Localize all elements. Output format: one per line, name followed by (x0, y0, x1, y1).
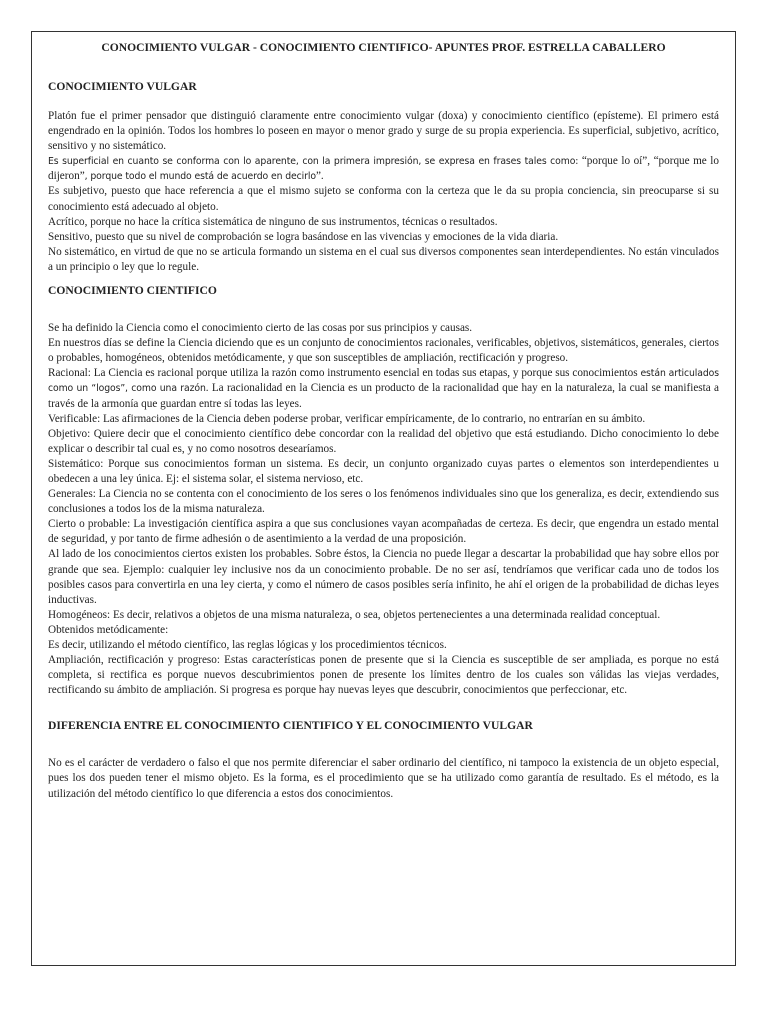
sans-text: , porque todo el mundo está de acuerdo en decirlo (84, 171, 316, 183)
section-heading-diferencia: DIFERENCIA ENTRE EL CONOCIMIENTO CIENTIFICO Y EL CONOCIMIENTO VULGAR (48, 719, 533, 733)
paragraph: Obtenidos metódicamente: (48, 623, 169, 636)
paragraph: Al lado de los conocimientos ciertos existen los probables. Sobre éstos, la Ciencia no puede llegar a descartar la probabilidad que hay sobre ellos por grande que sea. Ejemplo: cualquier ley inclusive nos da un conocimiento probable. De no ser así, tendríamos que verificar cada uno de todos los posibles casos para convertirla en una ley cierta, y como el número de casos posibles sería infinito, he ahí el origen de la probabilidad de dichas leyes inductivas. (48, 548, 719, 606)
paragraph: Platón fue el primer pensador que distinguió claramente entre conocimiento vulgar (doxa) y conocimiento científico (epísteme). El primero está engendrado en la opinión. Todos los hombres lo poseen en mayor o menor grado y surge de su propia experiencia. Es superficial, subjetivo, acrítico, sensitivo y no sistemático. (48, 110, 719, 153)
quoted-text: “porque lo oí”, “porque me lo dijeron” (48, 155, 719, 183)
sans-text: Es superficial en cuanto se conforma con lo aparente, con la primera impresión, se expresa en frases tales como: (48, 156, 579, 168)
document-title: CONOCIMIENTO VULGAR - CONOCIMIENTO CIENTIFICO- APUNTES PROF. ESTRELLA CABALLERO (101, 41, 666, 54)
paragraph: Ampliación, rectificación y progreso: Estas características ponen de presente que si la Ciencia es susceptible de ser ampliada, es porque no está completa, si rectifica es porque nuevos descubrimientos ponen de presente los límites dentro de los cuales son válidas las viejas verdades, rectificando su ámbito de ampliación. Si progresa es porque hay nuevas leyes que descubrir, conocimientos que perfeccionar, etc. (48, 654, 719, 697)
paragraph: Generales: La Ciencia no se contenta con el conocimiento de los seres o los fenómenos individuales sino que los generaliza, es decir, extendiendo sus conclusiones a todos los de la misma naturaleza. (48, 488, 719, 516)
text-run: Racional: La Ciencia es racional porque utiliza la razón como instrumento esencial en todas sus etapas, y porque sus conocimientos (48, 367, 641, 380)
paragraph: Se ha definido la Ciencia como el conocimiento cierto de las cosas por sus principios y causas. (48, 322, 473, 335)
paragraph: Acrítico, porque no hace la crítica sistemática de ninguno de sus instrumentos, técnicas o resultados. (48, 215, 498, 228)
section-heading-conocimiento-vulgar: CONOCIMIENTO VULGAR (48, 80, 197, 93)
sans-text: están articulados como un “logos”, como una razón (48, 368, 719, 395)
paragraph: En nuestros días se define la Ciencia diciendo que es un conjunto de conocimientos racionales, verificables, objetivos, sistemáticos, generales, ciertos o probables, homogéneos, obtenidos metódicamente, y que son susceptibles de ampliación, rectificación y progreso. (48, 337, 719, 365)
paragraph: Es subjetivo, puesto que hace referencia a que el mismo sujeto se conforma con la certeza que le da su propia conciencia, sin preocuparse si su conocimiento está adecuado al objeto. (48, 185, 719, 213)
paragraph (48, 154, 719, 184)
paragraph: No sistemático, en virtud de que no se articula formando un sistema en el cual sus diversos componentes sean interdependientes. No están vinculados a un principio o ley que lo regule. (48, 245, 719, 273)
paragraph: Es decir, utilizando el método científico, las reglas lógicas y los procedimientos técnicos. (48, 639, 447, 651)
paragraph: Sistemático: Porque sus conocimientos forman un sistema. Es decir, un conjunto organizado cuyas partes o elementos son interdependientes u obedecen a una ley única. Ej: el sistema solar, el sistema nervioso, etc. (48, 457, 719, 485)
paragraph: Homogéneos: Es decir, relativos a objetos de una misma naturaleza, o sea, objetos pertenecientes a una determinada realidad conceptual. (48, 608, 661, 621)
quoted-text: ”. (315, 170, 324, 183)
paragraph: Objetivo: Quiere decir que el conocimiento científico debe concordar con la realidad del objetivo que está estudiando. Dicho conocimiento lo debe explicar o describir tal cual es, y no como nosotros desearíamos. (48, 427, 719, 455)
paragraph: Cierto o probable: La investigación científica aspira a que sus conclusiones vayan acompañadas de certeza. Es decir, que engendra un estado mental de seguridad, y por tanto de firme adhesión o de asentimiento a la verdad de una proposición. (48, 518, 719, 546)
paragraph: No es el carácter de verdadero o falso el que nos permite diferenciar el saber ordinario del científico, ni tampoco la existencia de un objeto especial, pues los dos pueden tener el mismo objeto. Es la forma, es el procedimiento que se ha utilizado como garantía de resultado. Es el método, es la utilización del método científico lo que diferencia a estos dos conocimientos. (48, 757, 719, 800)
page-frame (31, 31, 736, 966)
paragraph: Verificable: Las afirmaciones de la Ciencia deben poderse probar, verificar empíricamente, de lo contrario, no entrarían en su ámbito. (48, 412, 646, 425)
section-heading-conocimiento-cientifico: CONOCIMIENTO CIENTIFICO (48, 284, 217, 298)
paragraph (48, 366, 719, 411)
paragraph: Sensitivo, puesto que su nivel de comprobación se logra basándose en las vivencias y emociones de la vida diaria. (48, 230, 559, 243)
text-run: . La racionalidad en la Ciencia es un producto de la racionalidad que hay en la naturaleza, la cual se manifiesta a través de la armonía que guardan entre sí todas las leyes. (48, 382, 719, 410)
